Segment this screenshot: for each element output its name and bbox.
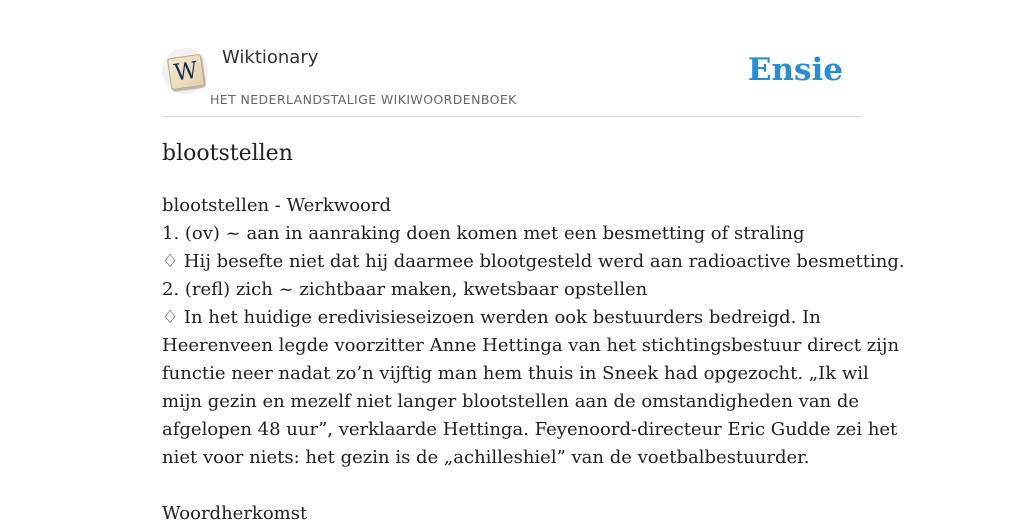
example-2-line-2: Heerenveen legde voorzitter Anne Hettinga van het stichtingsbestuur direct zijn [162, 335, 900, 356]
logo-tile: W [167, 54, 205, 90]
example-2-line-5: afgelopen 48 uur”, verklaarde Hettinga. Feyenoord-directeur Eric Gudde zei het [162, 419, 898, 440]
page-title: blootstellen [162, 141, 293, 166]
paragraph-gap [162, 472, 862, 500]
site-header [162, 44, 862, 117]
wiktionary-logo-icon[interactable] [162, 48, 208, 94]
example-2-line-1: ♢ In het huidige eredivisieseizoen werden ook bestuurders bedreigd. In [162, 307, 821, 328]
example-2-line-3: functie neer nadat zo’n vijftig man hem thuis in Sneek had opgezocht. „Ik wil [162, 363, 869, 384]
site-tagline: HET NEDERLANDSTALIGE WIKIWOORDENBOEK [210, 92, 517, 107]
example-1: ♢ Hij besefte niet dat hij daarmee blootgesteld werd aan radioactive besmetting. [162, 251, 905, 272]
example-2-line-6: niet voor niets: het gezin is de „achilleshiel” van de voetbalbestuurder. [162, 447, 810, 468]
site-name[interactable]: Wiktionary [222, 47, 319, 68]
section-heading-woordherkomst: Woordherkomst [162, 503, 308, 524]
definition-2: 2. (refl) zich ~ zichtbaar maken, kwetsbaar opstellen [162, 279, 648, 300]
example-2-line-4: mijn gezin en mezelf niet langer blootstellen aan de omstandigheden van de [162, 391, 860, 412]
definition-1: 1. (ov) ~ aan in aanraking doen komen met een besmetting of straling [162, 223, 805, 244]
ensie-brand-link[interactable]: Ensie [747, 52, 843, 88]
entry-content [162, 192, 905, 528]
entry-heading-line: blootstellen - Werkwoord [162, 195, 391, 216]
